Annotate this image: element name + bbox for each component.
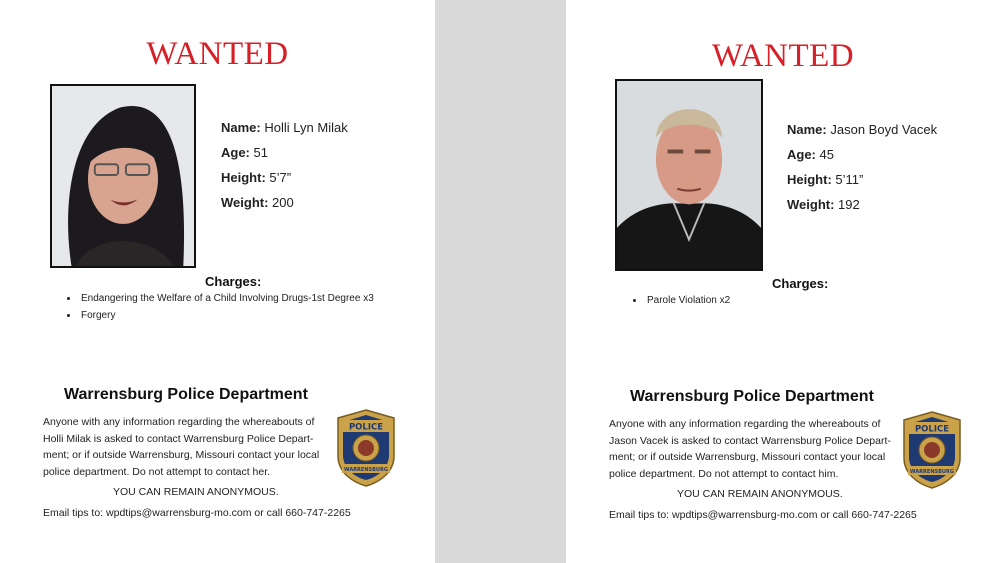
name-row: Name: Jason Boyd Vacek xyxy=(787,122,938,137)
suspect-weight: 200 xyxy=(272,195,294,210)
suspect-weight: 192 xyxy=(838,197,860,212)
suspect-details xyxy=(221,115,348,215)
police-badge-icon xyxy=(334,408,398,488)
age-row: Age: 45 xyxy=(787,147,834,162)
name-row: Name: Holli Lyn Milak xyxy=(221,120,348,135)
wanted-poster-milak xyxy=(0,0,435,563)
badge-top-text: POLICE xyxy=(914,424,950,435)
weight-row: Weight: 192 xyxy=(787,197,860,212)
badge-bottom-text: WARRENSBURG xyxy=(344,467,388,473)
tips-contact: Email tips to: wpdtips@warrensburg-mo.com or call 660-747-2265 xyxy=(609,509,917,521)
charge-item: Parole Violation x2 xyxy=(631,292,730,309)
department-name: Warrensburg Police Department xyxy=(64,386,308,403)
suspect-name: Holli Lyn Milak xyxy=(264,120,348,135)
police-badge-icon xyxy=(900,410,964,490)
suspect-age: 45 xyxy=(819,147,834,162)
suspect-photo xyxy=(615,79,763,271)
anonymous-notice: YOU CAN REMAIN ANONYMOUS. xyxy=(677,488,843,500)
weight-row: Weight: 200 xyxy=(221,195,294,210)
contact-notice: Anyone with any information regarding the whereabouts of Jason Vacek is asked to contact Warrensburg Police Depart- ment; or if outside Warrensburg, Missouri contact your local police department. Do not attempt to contact him. xyxy=(609,418,891,480)
charges-list xyxy=(65,290,374,324)
suspect-photo xyxy=(50,84,196,268)
contact-notice: Anyone with any information regarding the whereabouts of Holli Milak is asked to contact Warrensburg Police Depart- ment; or if outside Warrensburg, Missouri contact your local police department. Do not attempt to contact her. xyxy=(43,416,320,478)
suspect-height: 5’7” xyxy=(269,170,292,185)
height-row: Height: 5’11” xyxy=(787,172,864,187)
suspect-name: Jason Boyd Vacek xyxy=(830,122,938,137)
charges-list xyxy=(631,292,730,309)
badge-top-text: POLICE xyxy=(348,422,384,433)
badge-bottom-text: WARRENSBURG xyxy=(910,469,954,475)
charges-heading: Charges: xyxy=(205,274,262,289)
suspect-age: 51 xyxy=(253,145,268,160)
age-row: Age: 51 xyxy=(221,145,268,160)
anonymous-notice: YOU CAN REMAIN ANONYMOUS. xyxy=(113,486,279,498)
department-name: Warrensburg Police Department xyxy=(630,388,874,405)
wanted-heading: WANTED xyxy=(146,36,289,72)
suspect-details xyxy=(787,117,937,217)
charge-item: Forgery xyxy=(65,307,374,324)
tips-contact: Email tips to: wpdtips@warrensburg-mo.com or call 660-747-2265 xyxy=(43,507,351,519)
suspect-height: 5’11” xyxy=(835,172,864,187)
wanted-poster-vacek xyxy=(566,0,1000,563)
height-row: Height: 5’7” xyxy=(221,170,292,185)
wanted-heading: WANTED xyxy=(711,38,855,74)
charge-item: Endangering the Welfare of a Child Involving Drugs-1st Degree x3 xyxy=(65,290,374,307)
charges-heading: Charges: xyxy=(772,276,829,291)
